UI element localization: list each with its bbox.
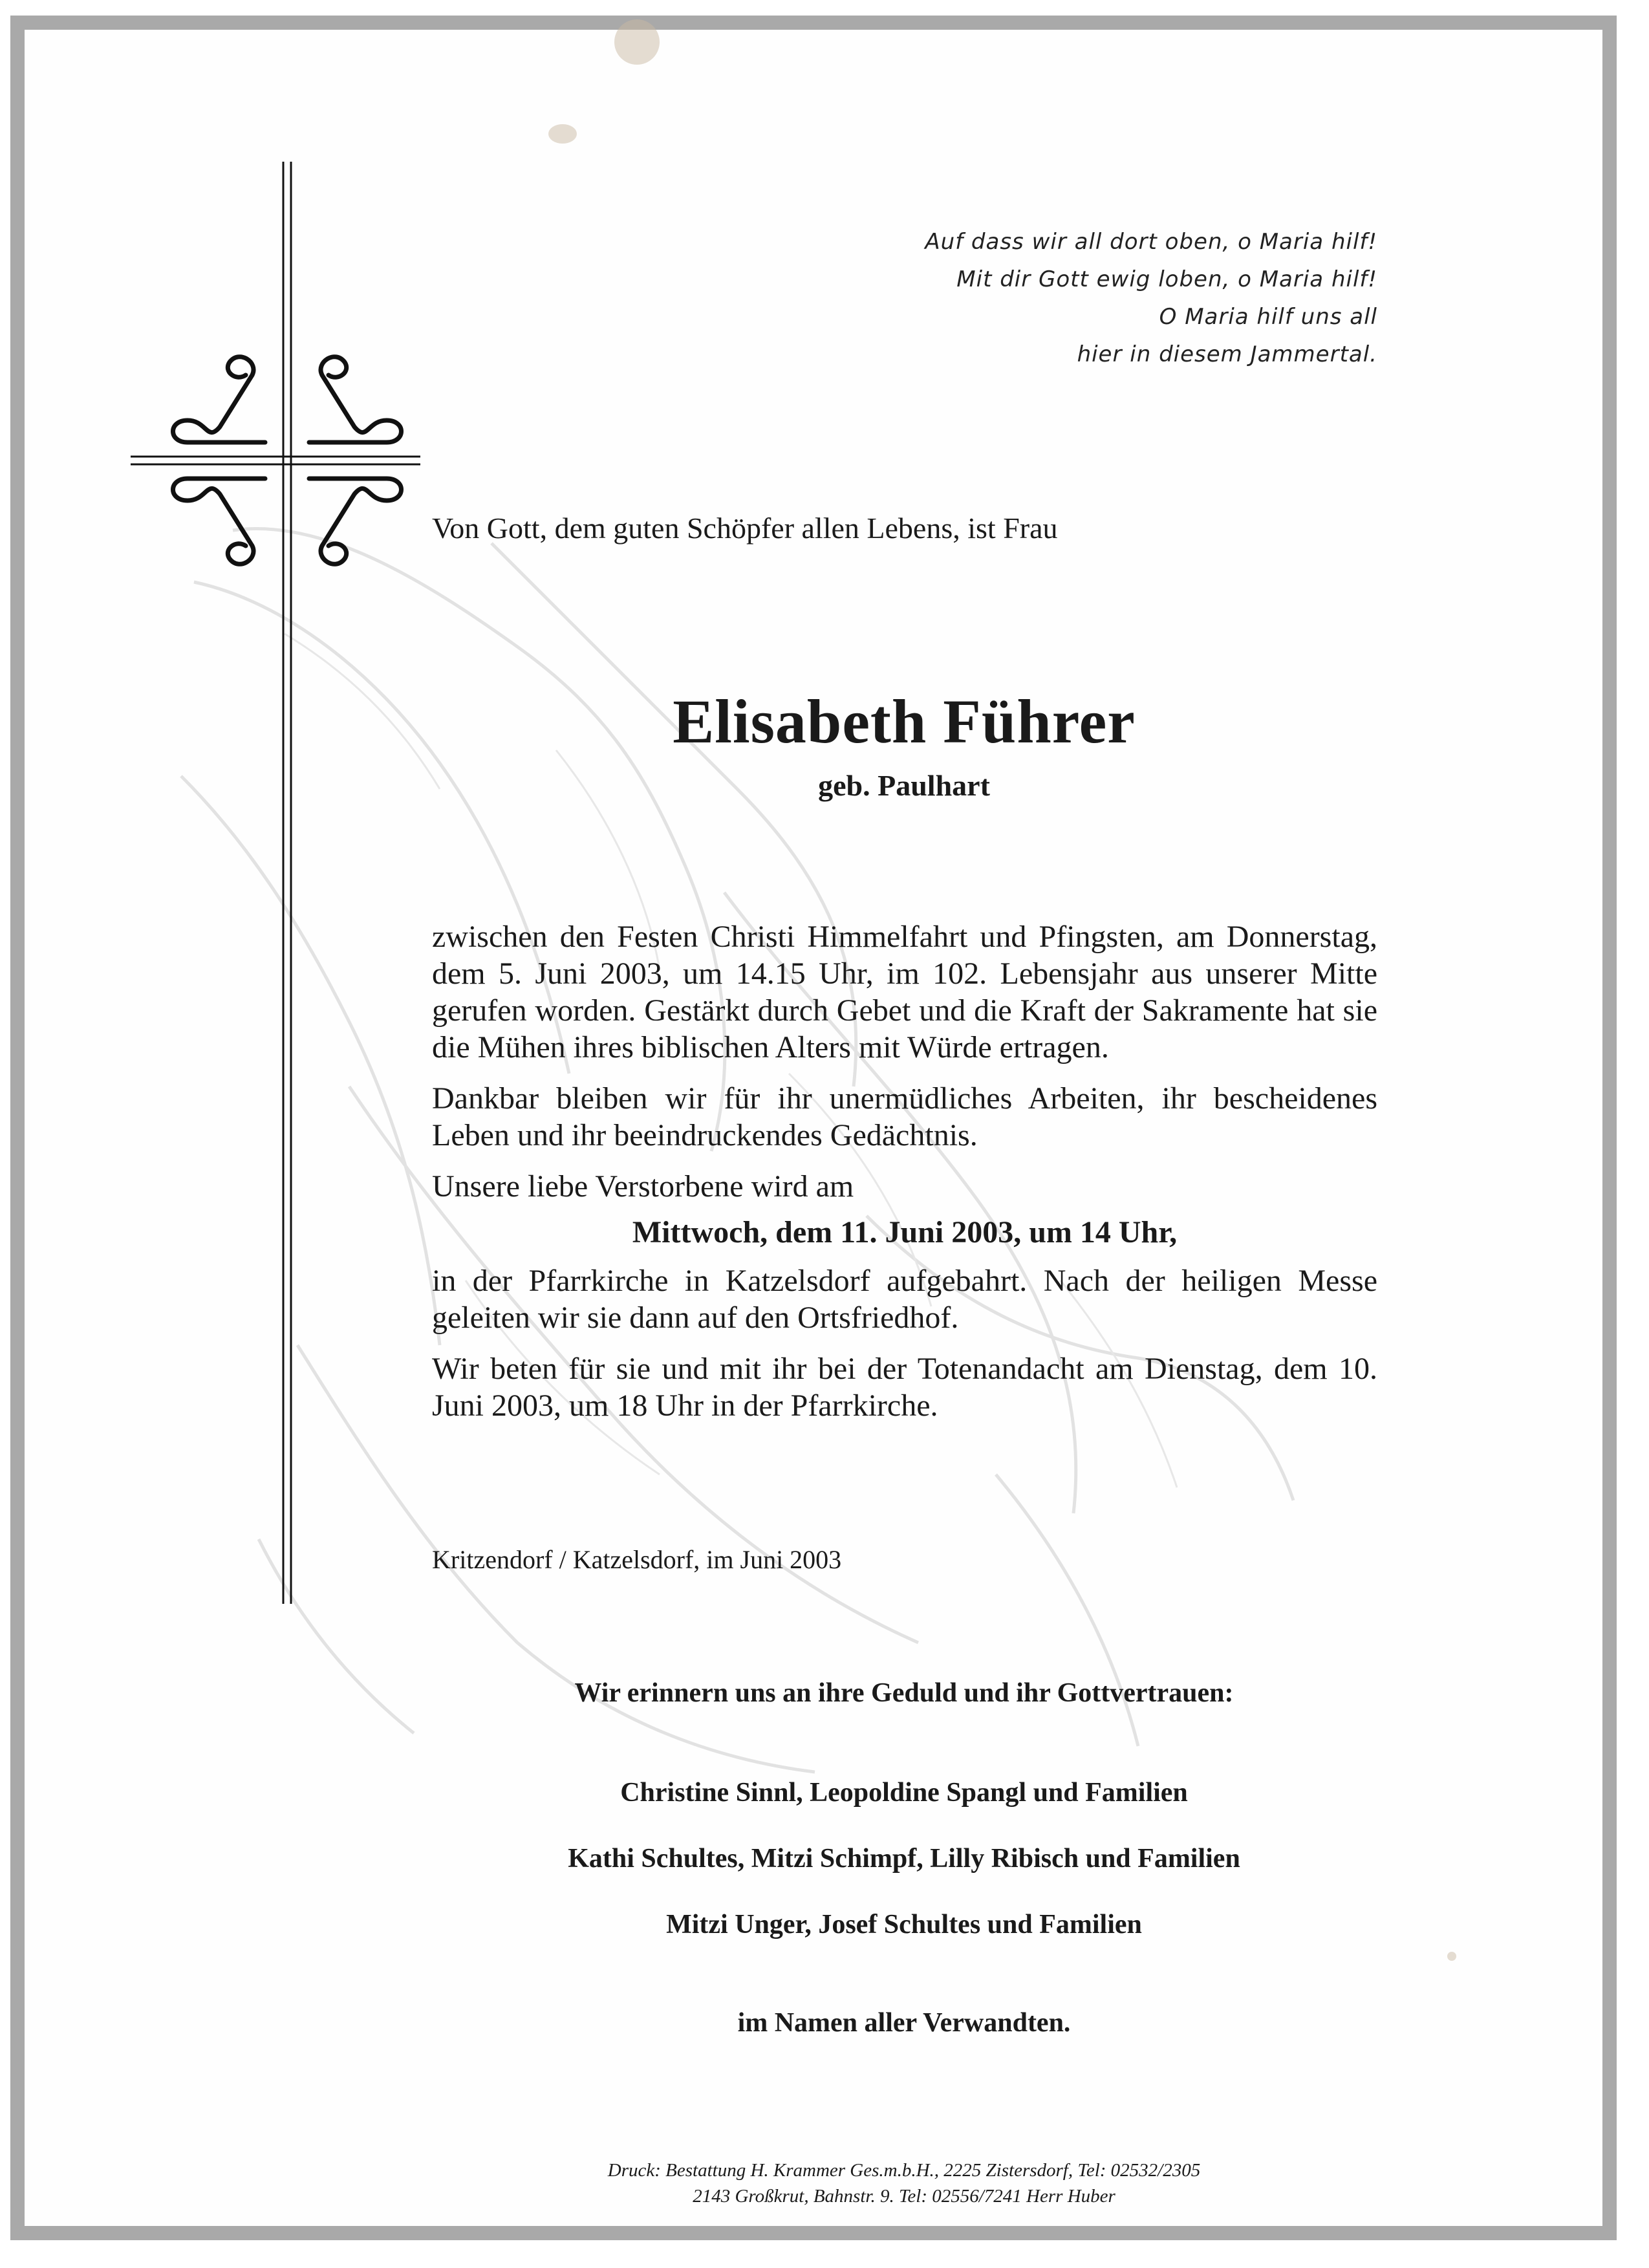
paragraph: Dankbar bleiben wir für ihr unermüdliches Arbeiten, ihr bescheidenes Leben und ihr beeindruckendes Gedächtnis.	[432, 1081, 1377, 1152]
paragraph: Wir beten für sie und mit ihr bei der Totenandacht am Dienstag, dem 10. Juni 2003, um 18 Uhr in der Pfarrkirche.	[432, 1352, 1377, 1423]
paragraph: Unsere liebe Verstorbene wird am	[432, 1169, 854, 1204]
poem-line: Mit dir Gott ewig loben, o Maria hilf!	[956, 266, 1377, 292]
poem-line: hier in diesem Jammertal.	[1077, 341, 1377, 367]
place-date: Kritzendorf / Katzelsdorf, im Juni 2003	[432, 1545, 842, 1574]
closing-line: im Namen aller Verwandten.	[737, 2008, 1071, 2038]
mourner-line: Kathi Schultes, Mitzi Schimpf, Lilly Ribisch und Familien	[568, 1844, 1240, 1874]
footer-line: 2143 Großkrut, Bahnstr. 9. Tel: 02556/7241 Herr Huber	[693, 2186, 1116, 2207]
paragraph: in der Pfarrkirche in Katzelsdorf aufgebahrt. Nach der heiligen Messe geleiten wir sie dann auf den Ortsfriedhof.	[432, 1264, 1377, 1335]
footer-line: Druck: Bestattung H. Krammer Ges.m.b.H., 2225 Zistersdorf, Tel: 02532/2305	[607, 2160, 1201, 2181]
funeral-date: Mittwoch, dem 11. Juni 2003, um 14 Uhr,	[632, 1215, 1178, 1249]
mourner-line: Mitzi Unger, Josef Schultes und Familien	[666, 1910, 1142, 1939]
printer-footer	[432, 2157, 1376, 2209]
intro-text: Von Gott, dem guten Schöpfer allen Lebens, ist Frau	[432, 512, 1058, 545]
deceased-name: Elisabeth Führer	[673, 687, 1136, 756]
paper-stain	[548, 124, 577, 144]
cross-icon	[116, 155, 427, 1610]
notice-body	[432, 918, 1377, 1438]
paragraph: zwischen den Festen Christi Himmelfahrt und Pfingsten, am Donnerstag, dem 5. Juni 2003, um 14.15 Uhr, im 102. Lebensjahr aus unserer Mitte gerufen worden. Gestärkt durch Gebet und die Kraft der Sakramente hat sie die Mühen ihres biblischen Alters mit Würde ertragen.	[432, 920, 1377, 1064]
maiden-name: geb. Paulhart	[818, 769, 990, 802]
paper-stain	[614, 19, 660, 65]
remembrance-line: Wir erinnern uns an ihre Geduld und ihr Gottvertrauen:	[574, 1678, 1234, 1708]
poem-line: Auf dass wir all dort oben, o Maria hilf!	[925, 229, 1377, 255]
mourner-line: Christine Sinnl, Leopoldine Spangl und Familien	[620, 1778, 1188, 1808]
paper-stain	[1447, 1952, 1456, 1961]
poem	[925, 223, 1377, 373]
poem-line: O Maria hilf uns all	[1159, 304, 1377, 330]
